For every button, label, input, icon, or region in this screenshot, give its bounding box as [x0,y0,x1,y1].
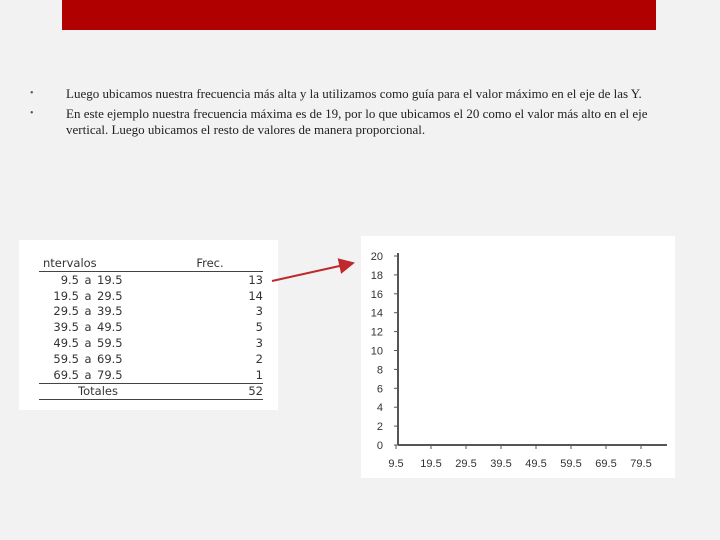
y-tick-label: 14 [370,307,383,320]
bullet-dot-icon: • [30,88,34,99]
arrow-icon [272,263,353,281]
x-tick-label: 19.5 [420,458,442,470]
x-tick-label: 49.5 [525,458,547,470]
interval-upper: 69.5 [97,351,123,366]
total-label: Totales [39,383,157,400]
frequency-value: 3 [255,336,263,351]
total-value: 52 [157,383,263,400]
interval-upper: 29.5 [97,288,123,303]
frequency-value: 1 [255,367,263,382]
interval-upper: 19.5 [97,272,123,287]
frequency-table [39,255,263,400]
intervals-header: ntervalos [39,255,157,272]
interval-connector: a [84,288,92,303]
table-row [39,272,263,288]
frequency-value: 5 [255,320,263,335]
interval-upper: 39.5 [97,304,123,319]
frequency-value: 13 [248,272,263,287]
y-tick-label: 2 [376,421,383,434]
title-bar [62,0,656,30]
x-tick-label: 39.5 [490,458,512,470]
interval-lower: 39.5 [53,320,79,335]
x-tick-label: 59.5 [560,458,582,470]
bullet-text: En este ejemplo nuestra frecuencia máxima es de 19, por lo que ubicamos el 20 como el valor más alto en el eje vertical. Luego ubicamos el resto de valores de manera proporcional. [66,106,648,137]
interval-connector: a [84,320,92,335]
interval-connector: a [84,336,92,351]
interval-connector: a [84,272,92,287]
y-tick-label: 0 [376,440,383,452]
table-total-row [39,383,263,400]
bullet-text: Luego ubicamos nuestra frecuencia más alta y la utilizamos como guía para el valor máximo en el eje de las Y. [66,86,642,101]
y-tick-label: 8 [376,364,383,377]
y-tick-label: 6 [376,383,383,396]
table-row [39,319,263,335]
y-tick-label: 16 [370,288,383,301]
frequency-value: 3 [255,304,263,319]
y-tick-label: 12 [370,326,383,339]
empty-chart-axes [361,236,675,478]
bullet-item [30,106,680,138]
y-tick-label: 10 [370,345,383,358]
y-tick-label: 18 [370,269,383,282]
chart-panel [361,236,675,478]
x-tick-label: 29.5 [455,458,477,470]
interval-upper: 59.5 [97,336,123,351]
interval-connector: a [84,351,92,366]
frequency-value: 14 [248,288,263,303]
table-row [39,288,263,304]
interval-lower: 19.5 [53,288,79,303]
table-row [39,304,263,320]
frequency-header: Frec. [157,255,263,272]
table-row [39,367,263,383]
interval-lower: 9.5 [60,272,79,287]
bullet-list [30,86,680,142]
y-tick-label: 4 [376,402,383,415]
interval-upper: 79.5 [97,367,123,382]
table-row [39,335,263,351]
frequency-value: 2 [255,351,263,366]
interval-lower: 29.5 [53,304,79,319]
interval-connector: a [84,304,92,319]
x-tick-label: 9.5 [388,458,404,470]
table-header-row [39,255,263,272]
x-tick-label: 79.5 [630,458,652,470]
table-row [39,351,263,367]
interval-lower: 49.5 [53,336,79,351]
interval-lower: 59.5 [53,351,79,366]
interval-upper: 49.5 [97,320,123,335]
bullet-dot-icon: • [30,108,34,119]
interval-connector: a [84,367,92,382]
interval-lower: 69.5 [53,367,79,382]
x-tick-label: 69.5 [595,458,617,470]
bullet-item [30,86,680,102]
frequency-table-panel [19,240,278,410]
y-tick-label: 20 [370,251,383,263]
